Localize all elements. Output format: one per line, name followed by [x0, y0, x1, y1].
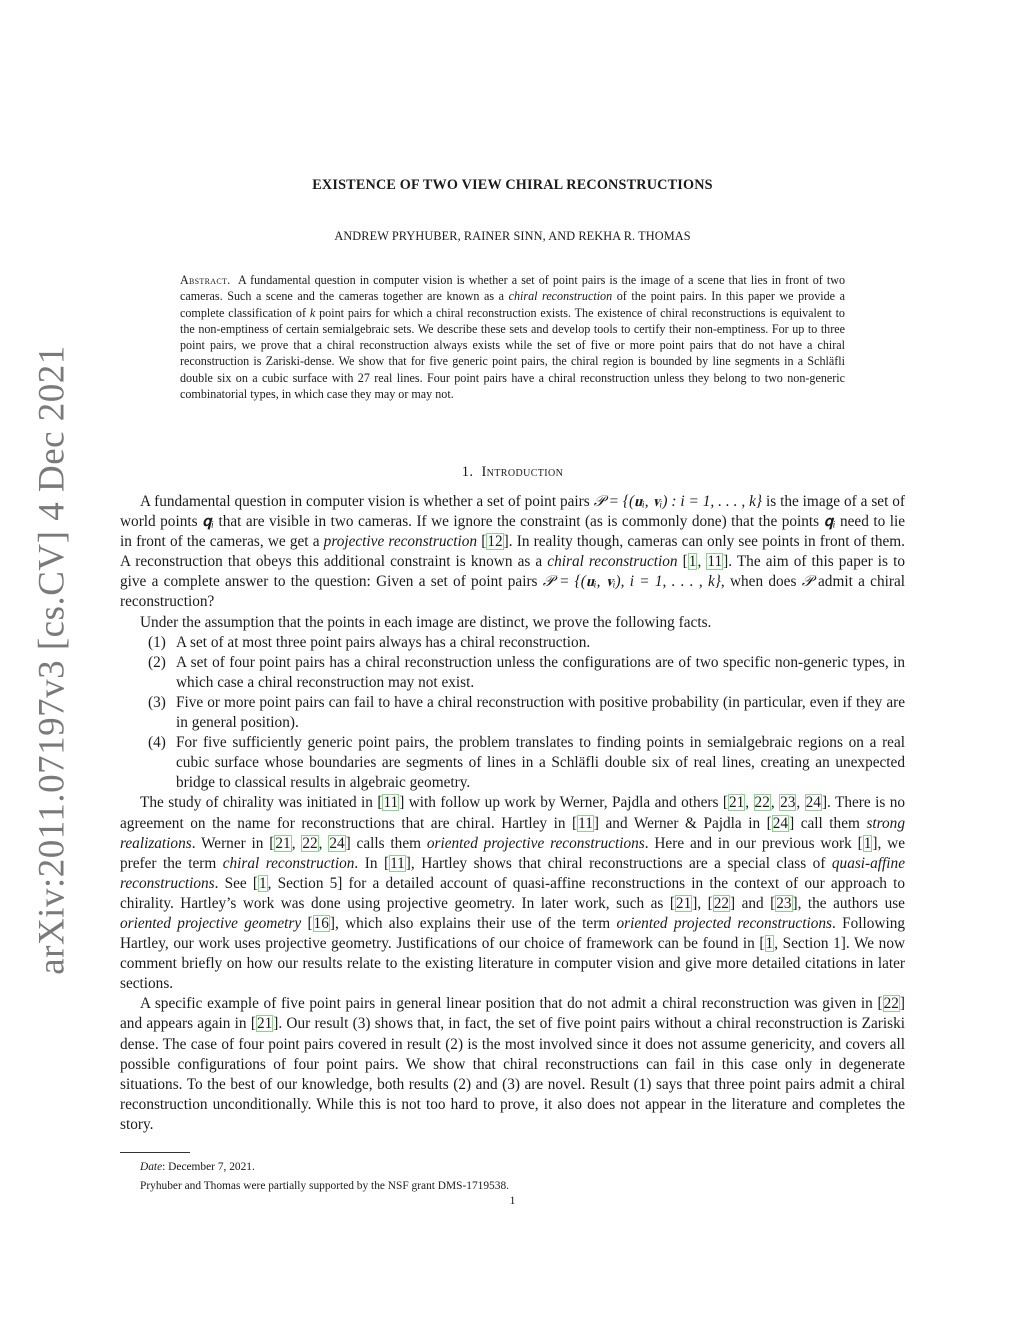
- citation-link[interactable]: 21: [729, 794, 745, 812]
- citation-link[interactable]: 11: [707, 553, 723, 571]
- intro-paragraph-4: A specific example of five point pairs in general linear position that do not admit a chiral reconstruction was given in [22] and appears again in [21]. Our result (3) shows that, in fact, the set of five point pairs without a chiral reconstruction is Zariski dense. The case of four point pairs covered in result (2) is the most involved since it does not assume genericity, and covers all possible configurations of four point pairs. We show that chiral reconstructions can fail in this case only in degenerate situations. To the best of our knowledge, both results (2) and (3) are novel. Result (1) says that three point pairs admit a chiral reconstruction unconditionally. While this is not too hard to prove, it also does not appear in the literature and completes the story.: [120, 995, 905, 1133]
- citation-link[interactable]: 1: [765, 935, 774, 953]
- list-item: (1) A set of at most three point pairs always has a chiral reconstruction.: [148, 633, 591, 651]
- footnote-funding: Pryhuber and Thomas were partially supported by the NSF grant DMS-1719538.: [140, 1180, 509, 1192]
- citation-link[interactable]: 1: [863, 834, 872, 852]
- footnote-divider: [120, 1152, 190, 1153]
- citation-link[interactable]: 22: [754, 794, 770, 812]
- citation-link[interactable]: 23: [780, 794, 796, 812]
- footnote-date: Date: December 7, 2021.: [140, 1161, 255, 1173]
- introduction-body: [120, 492, 905, 1135]
- paper-title: EXISTENCE OF TWO VIEW CHIRAL RECONSTRUCTIONS: [312, 177, 713, 193]
- citation-link[interactable]: 1: [258, 874, 267, 892]
- abstract-text-1: A fundamental question in computer vision is whether a set of point pairs is the image of a scene that lies in front of two cameras. Such a scene and the cameras together are known as a: [180, 273, 845, 304]
- math-script-p: 𝒫: [801, 573, 813, 591]
- abstract-term-chiral: chiral reconstruction: [508, 289, 613, 304]
- math-world-point: 𝐪ᵢ: [823, 513, 836, 531]
- citation-link[interactable]: 24: [329, 834, 345, 852]
- paper-authors: ANDREW PRYHUBER, RAINER SINN, AND REKHA R. THOMAS: [334, 229, 691, 243]
- citation-link[interactable]: 23: [776, 894, 792, 912]
- citation-link[interactable]: 12: [487, 533, 503, 551]
- citation-link[interactable]: 21: [256, 1015, 273, 1033]
- math-world-point: 𝐪ᵢ: [202, 513, 214, 531]
- math-point-pairs-set: 𝒫 = {(𝐮ᵢ, 𝐯ᵢ) : i = 1, . . . , k}: [593, 493, 763, 510]
- abstract-label: Abstract.: [180, 273, 231, 287]
- intro-paragraph-2: Under the assumption that the points in each image are distinct, we prove the following facts.: [140, 613, 712, 631]
- footnotes: [140, 1158, 900, 1196]
- page-number: 1: [509, 1195, 516, 1207]
- arxiv-identifier: arXiv:2011.07197v3 [cs.CV] 4 Dec 2021: [31, 345, 73, 975]
- intro-paragraph-1: A fundamental question in computer vision is whether a set of point pairs 𝒫 = {(𝐮ᵢ, 𝐯ᵢ) : i = 1, . . . , k} is the image of a set of world points 𝐪ᵢ that are visible in two cameras. If we ignore the constraint (as is commonly done) that the points 𝐪ᵢ need to lie in front of the cameras, we get a projective reconstruction [12]. In reality though, cameras can only see points in front of them. A reconstruction that obeys this additional constraint is known as a chiral reconstruction [1, 11]. The aim of this paper is to give a complete answer to the question: Given a set of point pairs 𝒫 = {(𝐮ᵢ, 𝐯ᵢ), i = 1, . . . , k}, when does 𝒫 admit a chiral reconstruction?: [120, 493, 906, 611]
- citation-link[interactable]: 11: [390, 854, 405, 872]
- citation-link[interactable]: 11: [578, 814, 593, 832]
- citation-link[interactable]: 22: [302, 834, 318, 852]
- list-item: (2) A set of four point pairs has a chiral reconstruction unless the configurations are of two specific non-generic types, in which case a chiral reconstruction may not exist.: [148, 653, 905, 691]
- citation-link[interactable]: 21: [275, 834, 291, 852]
- abstract-text-2: of the point pairs. In this paper we provide a complete classification of: [180, 289, 845, 320]
- section-heading-introduction: [120, 464, 905, 481]
- list-item: (3) Five or more point pairs can fail to have a chiral reconstruction with positive probability (in particular, even if they are in general position).: [148, 693, 905, 732]
- citation-link[interactable]: 22: [883, 995, 899, 1013]
- citation-link[interactable]: 24: [805, 794, 821, 812]
- abstract: [180, 272, 845, 402]
- section-title: Introduction: [481, 464, 564, 480]
- citation-link[interactable]: 11: [383, 794, 399, 812]
- intro-paragraph-3: The study of chirality was initiated in [11] with follow up work by Werner, Pajdla and others [21, 22, 23, 24]. There is no agreement on the name for reconstructions that are chiral. Hartley in [11] and Werner & Pajdla in [24] call them strong realizations. Werner in [21, 22, 24] calls them oriented projective reconstructions. Here and in our previous work [1], we prefer the term chiral reconstruction. In [11], Hartley shows that chiral reconstructions are a special class of quasi-affine reconstructions. See [1, Section 5] for a detailed account of quasi-affine reconstructions in the context of our approach to chirality. Hartley’s work was done using projective geometry. In later work, such as [21], [22] and [23], the authors use oriented projective geometry [16], which also explains their use of the term oriented projected reconstructions. Following Hartley, our work uses projective geometry. Justifications of our choice of framework can be found in [1, Section 1]. We now comment briefly on how our results relate to the existing literature in computer vision and give more detailed citations in later sections.: [120, 794, 906, 993]
- abstract-math-k: k: [309, 305, 316, 320]
- facts-list: [120, 633, 905, 794]
- list-item: (4) For five sufficiently generic point pairs, the problem translates to finding points in semialgebraic regions on a real cubic surface whose boundaries are segments of lines in a Schläfli double six of real lines, creating an unexpected bridge to classical results in algebraic geometry.: [148, 734, 905, 792]
- citation-link[interactable]: 24: [772, 814, 789, 832]
- section-number: 1.: [461, 464, 474, 480]
- citation-link[interactable]: 22: [713, 894, 729, 912]
- citation-link[interactable]: 1: [688, 553, 697, 571]
- math-point-pairs-set: 𝒫 = {(𝐮ᵢ, 𝐯ᵢ), i = 1, . . . , k}: [542, 573, 721, 591]
- citation-link[interactable]: 16: [313, 914, 329, 932]
- citation-link[interactable]: 21: [675, 894, 692, 912]
- abstract-text-3: point pairs for which a chiral reconstruction exists. The existence of chiral reconstructions is equivalent to the non-emptiness of certain semialgebraic sets. We describe these sets and develop tools to certify their non-emptiness. For up to three point pairs, we prove that a chiral reconstruction always exists while the set of five or more point pairs that do not have a chiral reconstruction is Zariski-dense. We show that for five generic point pairs, the chiral region is bounded by line segments in a Schläfli double six on a cubic surface with 27 real lines. Four point pairs have a chiral reconstruction unless they belong to two non-generic combinatorial types, in which case they may or may not.: [180, 305, 845, 402]
